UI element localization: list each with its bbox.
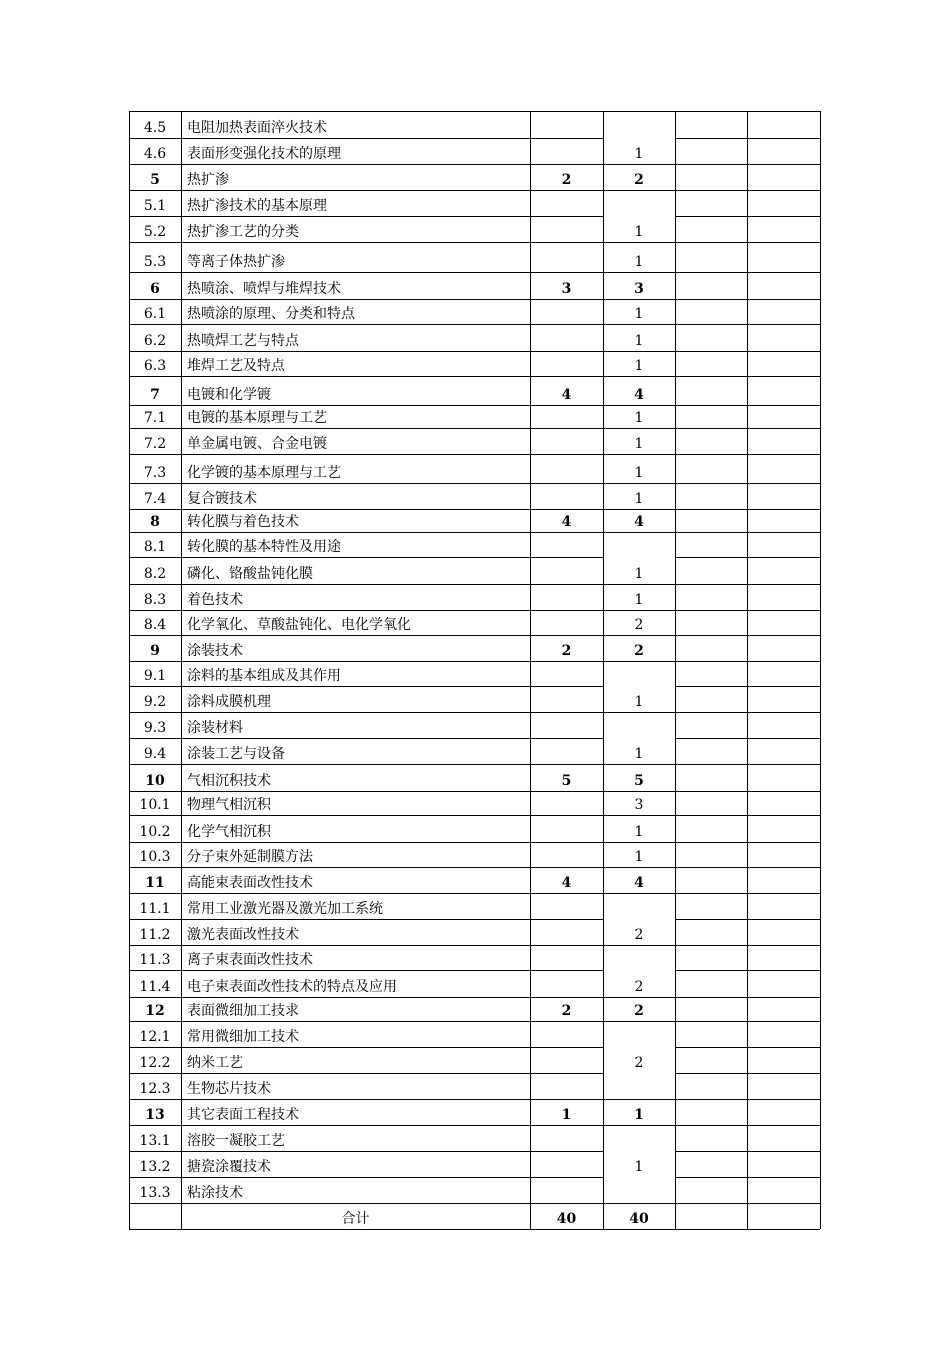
total-hours: 2 (561, 172, 572, 188)
lecture-hours: 1 (634, 333, 644, 349)
section-title: 常用微细加工技术 (187, 1029, 299, 1045)
total-hours: 4 (561, 387, 572, 403)
lecture-hours: 1 (634, 592, 644, 608)
lecture-hours: 1 (634, 566, 644, 582)
section-title: 常用工业激光器及激光加工系统 (187, 901, 383, 917)
lecture-hours: 2 (634, 172, 644, 188)
section-number: 10.3 (139, 849, 171, 865)
section-number: 12.2 (139, 1055, 171, 1071)
section-title: 粘涂技术 (187, 1185, 243, 1201)
footer-total-label: 合计 (341, 1211, 370, 1227)
section-title: 热扩渗工艺的分类 (187, 224, 299, 240)
section-number: 10.1 (139, 797, 171, 813)
lecture-hours: 1 (634, 410, 644, 426)
section-number: 10 (145, 773, 165, 789)
section-number: 8.3 (143, 592, 167, 608)
section-title: 涂装工艺与设备 (187, 746, 285, 762)
section-title: 气相沉积技术 (187, 773, 271, 789)
lecture-hours: 3 (634, 797, 644, 813)
lecture-hours: 1 (634, 1159, 644, 1175)
section-title: 离子束表面改性技术 (187, 952, 313, 968)
section-title: 热喷涂的原理、分类和特点 (187, 306, 355, 322)
total-hours: 3 (561, 281, 572, 297)
total-hours: 4 (561, 514, 572, 530)
section-number: 12.3 (139, 1081, 171, 1097)
section-number: 9.2 (143, 694, 167, 710)
section-number: 5 (150, 172, 160, 188)
section-number: 11.3 (139, 952, 171, 968)
section-number: 9.4 (143, 746, 167, 762)
section-title: 化学氧化、草酸盐钝化、电化学氧化 (187, 617, 411, 633)
section-title: 溶胶一凝胶工艺 (187, 1133, 285, 1149)
section-number: 11.1 (139, 901, 171, 917)
lecture-hours: 5 (634, 773, 644, 789)
section-title: 涂料的基本组成及其作用 (187, 668, 341, 684)
section-title: 其它表面工程技术 (187, 1107, 299, 1123)
section-number: 6.1 (143, 306, 167, 322)
lecture-hours: 4 (634, 875, 644, 891)
section-number: 9.1 (143, 668, 167, 684)
section-number: 6 (150, 281, 160, 297)
lecture-hours: 1 (634, 1107, 644, 1123)
section-title: 转化膜的基本特性及用途 (187, 539, 341, 555)
lecture-hours: 1 (634, 146, 644, 162)
lecture-hours: 2 (634, 979, 644, 995)
section-title: 热扩渗 (187, 172, 229, 188)
section-number: 7.4 (143, 491, 167, 507)
section-number: 11.4 (139, 979, 171, 995)
section-number: 7 (150, 387, 160, 403)
lecture-hours: 1 (634, 824, 644, 840)
section-number: 13.2 (139, 1159, 171, 1175)
section-title: 单金属电镀、合金电镀 (187, 436, 327, 452)
section-number: 9.3 (143, 720, 167, 736)
section-number: 8.2 (143, 566, 167, 582)
lecture-hours: 3 (634, 281, 644, 297)
section-number: 13 (145, 1107, 165, 1123)
lecture-hours: 1 (634, 224, 644, 240)
section-title: 着色技术 (187, 592, 243, 608)
section-title: 表面微细加工技求 (187, 1003, 299, 1019)
section-number: 9 (150, 643, 160, 659)
section-title: 磷化、铬酸盐钝化膜 (187, 566, 313, 582)
lecture-hours: 2 (634, 617, 644, 633)
section-number: 13.3 (139, 1185, 171, 1201)
section-title: 热喷涂、喷焊与堆焊技术 (187, 281, 341, 297)
section-title: 复合镀技术 (187, 491, 257, 507)
section-title: 纳米工艺 (187, 1055, 243, 1071)
section-number: 13.1 (139, 1133, 171, 1149)
total-hours: 2 (561, 643, 572, 659)
section-number: 7.1 (143, 410, 167, 426)
section-number: 8.4 (143, 617, 167, 633)
lecture-hours: 1 (634, 491, 644, 507)
section-title: 分子束外延制膜方法 (187, 849, 313, 865)
section-number: 4.6 (143, 146, 167, 162)
section-title: 生物芯片技术 (187, 1081, 271, 1097)
section-title: 热喷焊工艺与特点 (187, 333, 299, 349)
section-number: 5.3 (143, 254, 167, 270)
section-title: 高能束表面改性技术 (187, 875, 313, 891)
section-title: 热扩渗技术的基本原理 (187, 198, 327, 214)
section-title: 化学气相沉积 (187, 824, 271, 840)
section-title: 搪瓷涂覆技术 (187, 1159, 271, 1175)
footer-total-hours: 40 (556, 1211, 577, 1227)
total-hours: 4 (561, 875, 572, 891)
lecture-hours: 1 (634, 465, 644, 481)
lecture-hours: 1 (634, 849, 644, 865)
lecture-hours: 2 (634, 927, 644, 943)
section-number: 11 (145, 875, 165, 891)
section-title: 等离子体热扩渗 (187, 254, 285, 270)
section-number: 4.5 (143, 120, 167, 136)
lecture-hours: 1 (634, 306, 644, 322)
lecture-hours: 4 (634, 387, 644, 403)
lecture-hours: 1 (634, 694, 644, 710)
section-number: 12 (145, 1003, 165, 1019)
section-number: 5.1 (143, 198, 167, 214)
total-hours: 5 (561, 773, 572, 789)
section-number: 11.2 (139, 927, 171, 943)
section-number: 6.3 (143, 358, 167, 374)
section-title: 激光表面改性技术 (187, 927, 299, 943)
lecture-hours: 1 (634, 746, 644, 762)
section-title: 涂装材料 (187, 720, 243, 736)
total-hours: 2 (561, 1003, 572, 1019)
section-number: 6.2 (143, 333, 167, 349)
lecture-hours: 1 (634, 358, 644, 374)
section-title: 电镀和化学镀 (187, 387, 271, 403)
section-number: 7.3 (143, 465, 167, 481)
section-title: 表面形变强化技术的原理 (187, 146, 341, 162)
section-number: 10.2 (139, 824, 171, 840)
section-title: 堆焊工艺及特点 (187, 358, 285, 374)
section-title: 电子束表面改性技术的特点及应用 (187, 979, 397, 995)
section-title: 电镀的基本原理与工艺 (187, 410, 327, 426)
lecture-hours: 2 (634, 643, 644, 659)
lecture-hours: 2 (634, 1003, 644, 1019)
section-title: 化学镀的基本原理与工艺 (187, 465, 341, 481)
footer-lecture-hours: 40 (629, 1211, 649, 1227)
section-title: 涂装技术 (187, 643, 243, 659)
section-number: 5.2 (143, 224, 167, 240)
lecture-hours: 4 (634, 514, 644, 530)
lecture-hours: 1 (634, 254, 644, 270)
lecture-hours: 1 (634, 436, 644, 452)
section-number: 7.2 (143, 436, 167, 452)
section-title: 物理气相沉积 (187, 797, 271, 813)
section-number: 8 (150, 514, 160, 530)
section-title: 转化膜与着色技术 (187, 514, 299, 530)
section-title: 电阻加热表面淬火技术 (187, 120, 327, 136)
section-number: 8.1 (143, 539, 167, 555)
total-hours: 1 (561, 1107, 572, 1123)
section-number: 12.1 (139, 1029, 171, 1045)
lecture-hours: 2 (634, 1055, 644, 1071)
section-title: 涂料成膜机理 (187, 694, 271, 710)
